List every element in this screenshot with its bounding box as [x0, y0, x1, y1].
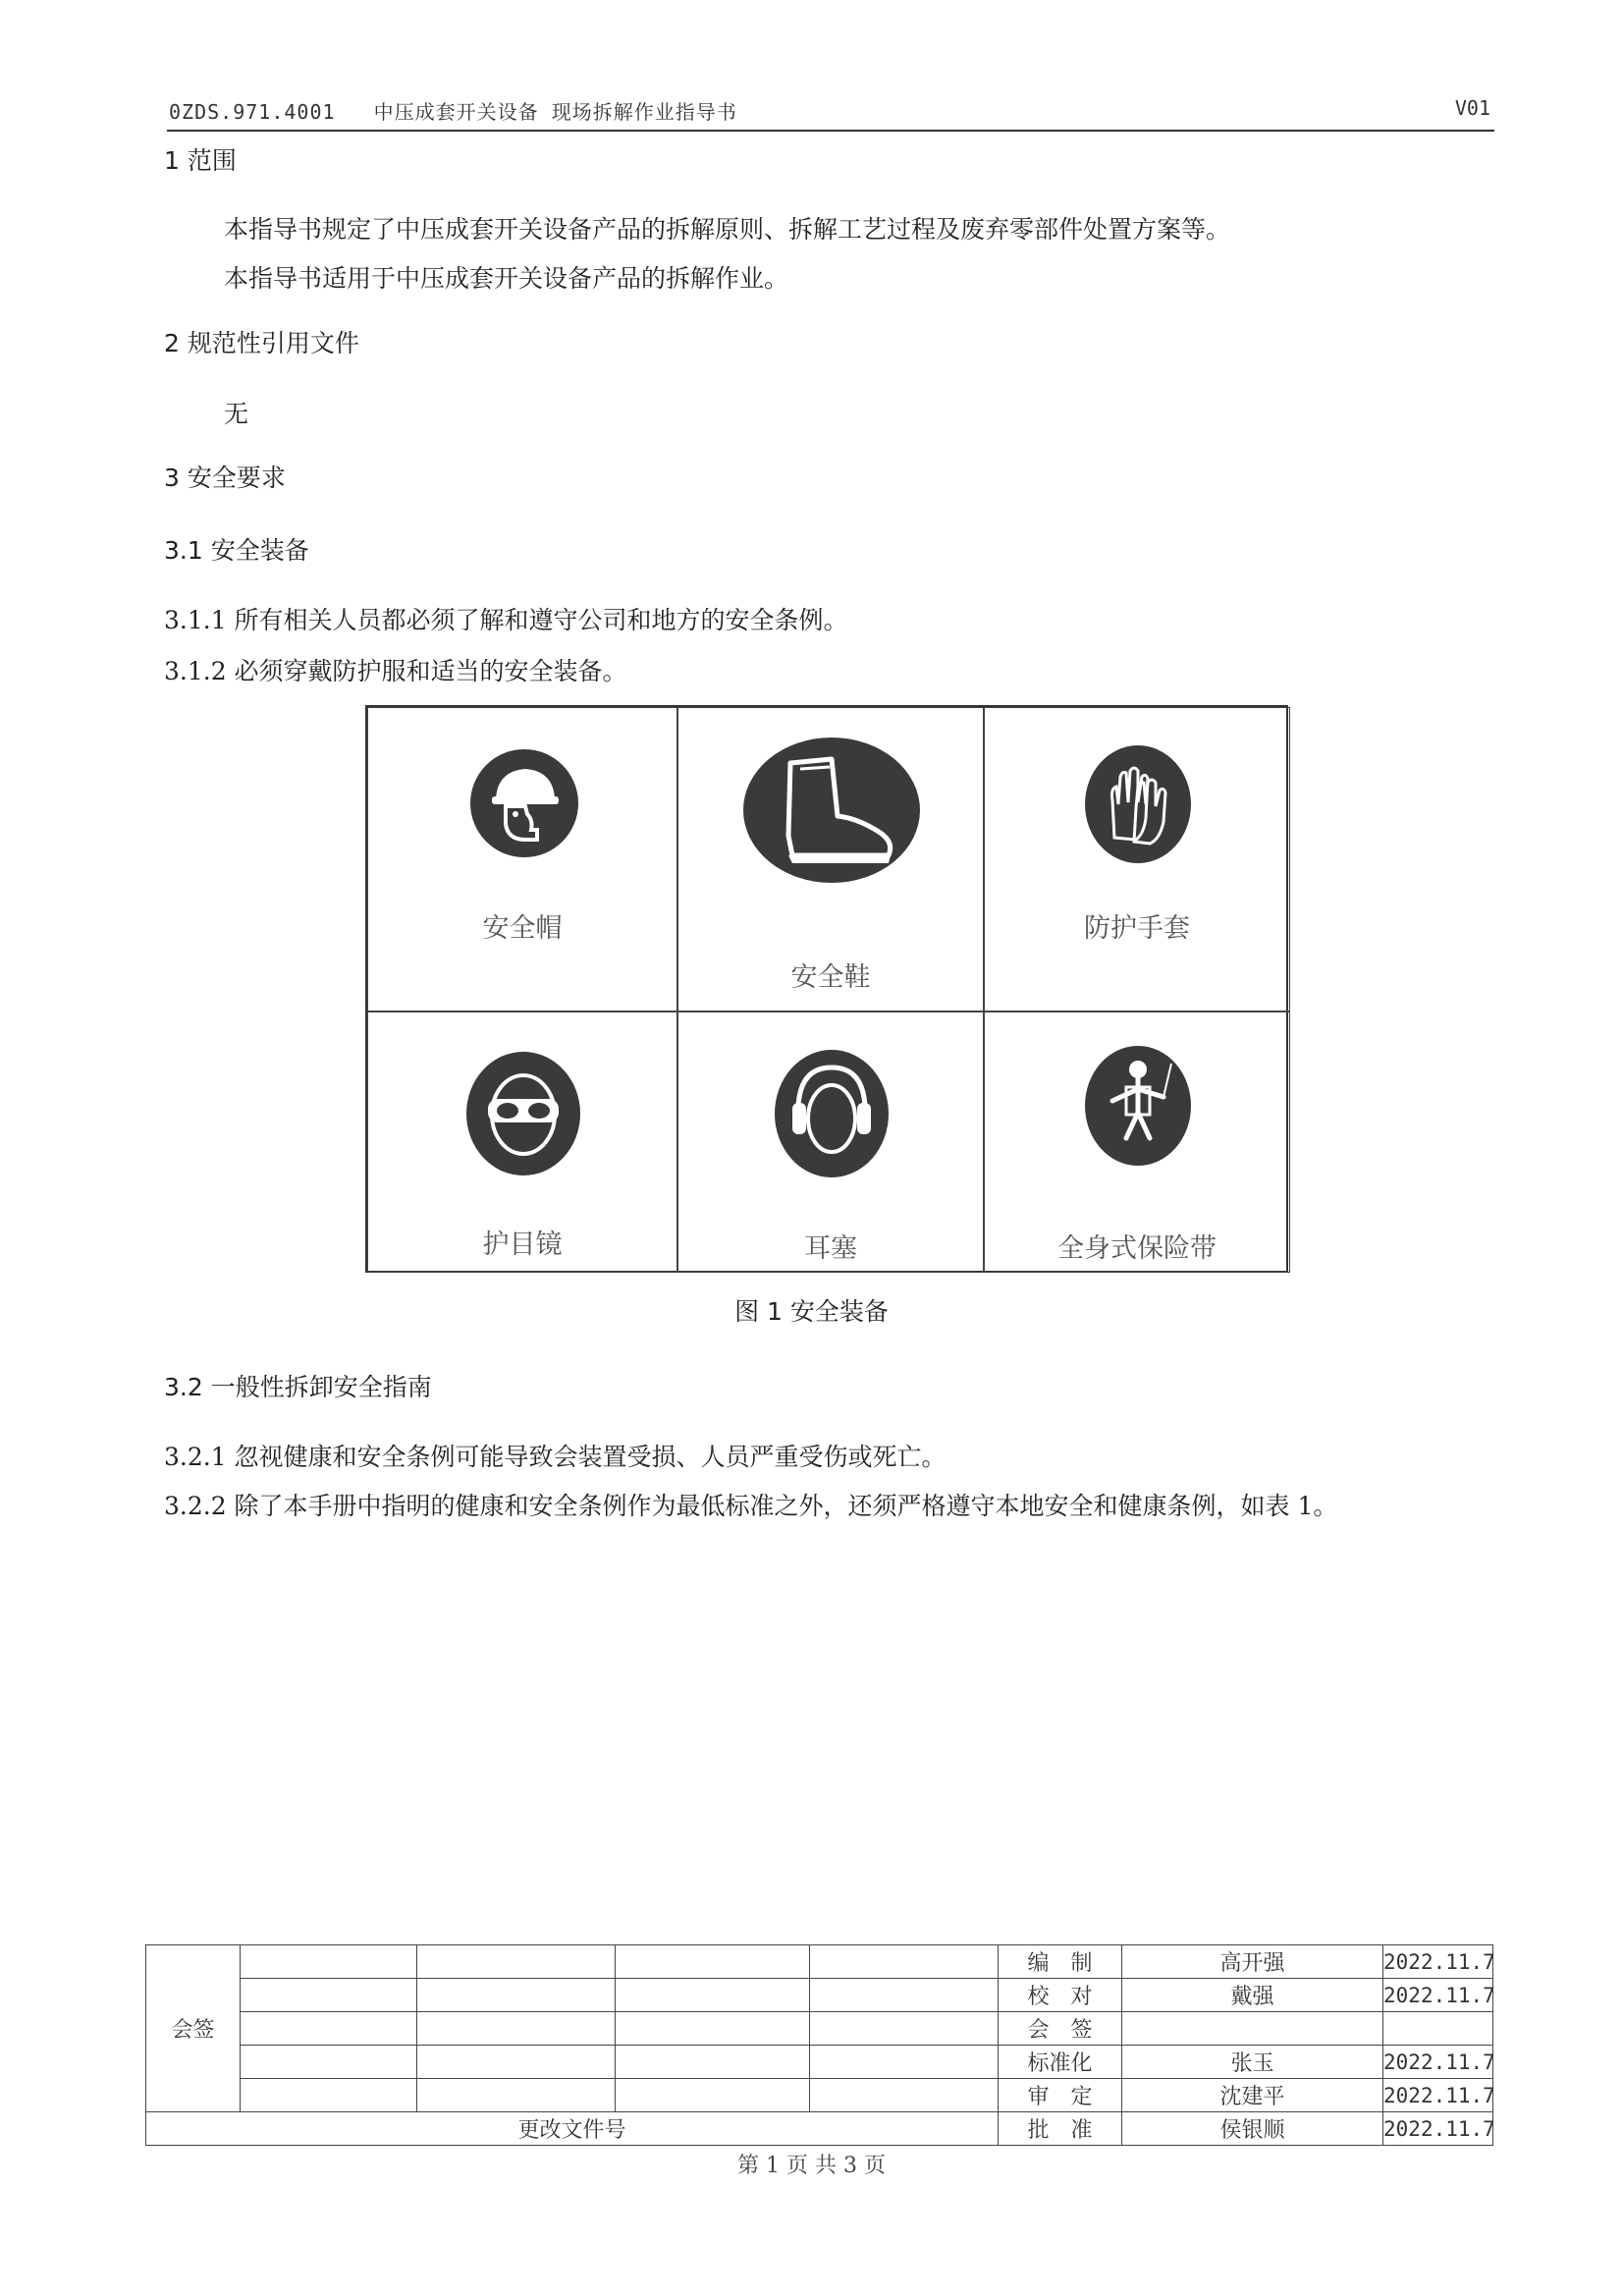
figure-cell-gloves [984, 707, 1290, 1011]
section-3-2-heading: 3.2 一般性拆卸安全指南 [164, 1373, 432, 1401]
goggles-icon [464, 1050, 582, 1177]
doc-version: V01 [1454, 96, 1490, 120]
header-doc-info [169, 96, 737, 125]
name-cell: 张玉 [1122, 2046, 1383, 2079]
date-cell: 2022.11.7 [1383, 1945, 1493, 1979]
date-cell: 2022.11.7 [1383, 2046, 1493, 2079]
section-1-paragraph-1: 本指导书规定了中压成套开关设备产品的拆解原则、拆解工艺过程及废弃零部件处置方案等。 [224, 215, 1231, 244]
figure-cell-helmet [367, 707, 677, 1011]
safety-equipment-figure [365, 705, 1288, 1273]
table-row [146, 1945, 1493, 1979]
section-2-heading: 2 规范性引用文件 [164, 329, 359, 357]
helmet-label: 安全帽 [482, 913, 563, 944]
signoff-table [145, 1944, 1493, 2146]
role-cell: 审 定 [999, 2079, 1122, 2112]
table-row [146, 2079, 1493, 2112]
countersign-label: 会签 [146, 1945, 241, 2112]
role-cell: 校 对 [999, 1979, 1122, 2012]
section-1-heading: 1 范围 [164, 146, 237, 175]
item-3-2-1: 3.2.1 忽视健康和安全条例可能导致会装置受损、人员严重受伤或死亡。 [164, 1443, 947, 1471]
name-cell: 沈建平 [1122, 2079, 1383, 2112]
section-3-heading: 3 安全要求 [164, 464, 286, 492]
name-cell: 高开强 [1122, 1945, 1383, 1979]
goggles-label: 护目镜 [482, 1230, 563, 1260]
table-row [146, 2112, 1493, 2146]
page-number: 第 1 页 共 3 页 [737, 2154, 886, 2178]
full-body-harness-icon [1083, 1044, 1193, 1168]
change-doc-label: 更改文件号 [146, 2112, 999, 2146]
name-cell: 戴强 [1122, 1979, 1383, 2012]
figure-cell-ear-protection [677, 1011, 984, 1273]
figure-cell-shoes [677, 707, 984, 1011]
date-cell: 2022.11.7 [1383, 1979, 1493, 2012]
section-2-paragraph: 无 [224, 400, 249, 428]
section-1-paragraph-2: 本指导书适用于中压成套开关设备产品的拆解作业。 [224, 264, 789, 293]
date-cell: 2022.11.7 [1383, 2112, 1493, 2146]
role-cell: 批 准 [999, 2112, 1122, 2146]
gloves-label: 防护手套 [1084, 913, 1190, 944]
table-row [146, 1979, 1493, 2012]
harness-label: 全身式保险带 [1057, 1233, 1217, 1264]
safety-helmet-icon [468, 747, 580, 859]
date-cell: 2022.11.7 [1383, 2079, 1493, 2112]
section-3-1-heading: 3.1 安全装备 [164, 536, 309, 565]
figure-cell-harness [984, 1011, 1290, 1273]
table-row [146, 2046, 1493, 2079]
page-header [167, 96, 1494, 132]
item-3-1-2: 3.1.2 必须穿戴防护服和适当的安全装备。 [164, 657, 627, 685]
item-3-1-1: 3.1.1 所有相关人员都必须了解和遵守公司和地方的安全条例。 [164, 606, 848, 634]
ear-protection-label: 耳塞 [804, 1233, 857, 1264]
safety-shoe-icon [741, 736, 922, 885]
name-cell [1122, 2012, 1383, 2046]
name-cell: 侯银顺 [1122, 2112, 1383, 2146]
role-cell: 编 制 [999, 1945, 1122, 1979]
item-3-2-2: 3.2.2 除了本手册中指明的健康和安全条例作为最低标准之外，还须严格遵守本地安全和健康条例，如表 1。 [164, 1492, 1338, 1520]
table-row [146, 2012, 1493, 2046]
figure-caption: 图 1 安全装备 [734, 1297, 889, 1326]
doc-code: 0ZDS.971.4001 [169, 100, 336, 124]
ear-protection-icon [773, 1048, 891, 1179]
protective-gloves-icon [1083, 743, 1193, 865]
figure-cell-goggles [367, 1011, 677, 1273]
doc-title: 中压成套开关设备 现场拆解作业指导书 [373, 100, 737, 124]
shoes-label: 安全鞋 [790, 962, 871, 993]
date-cell [1383, 2012, 1493, 2046]
role-cell: 会 签 [999, 2012, 1122, 2046]
role-cell: 标准化 [999, 2046, 1122, 2079]
